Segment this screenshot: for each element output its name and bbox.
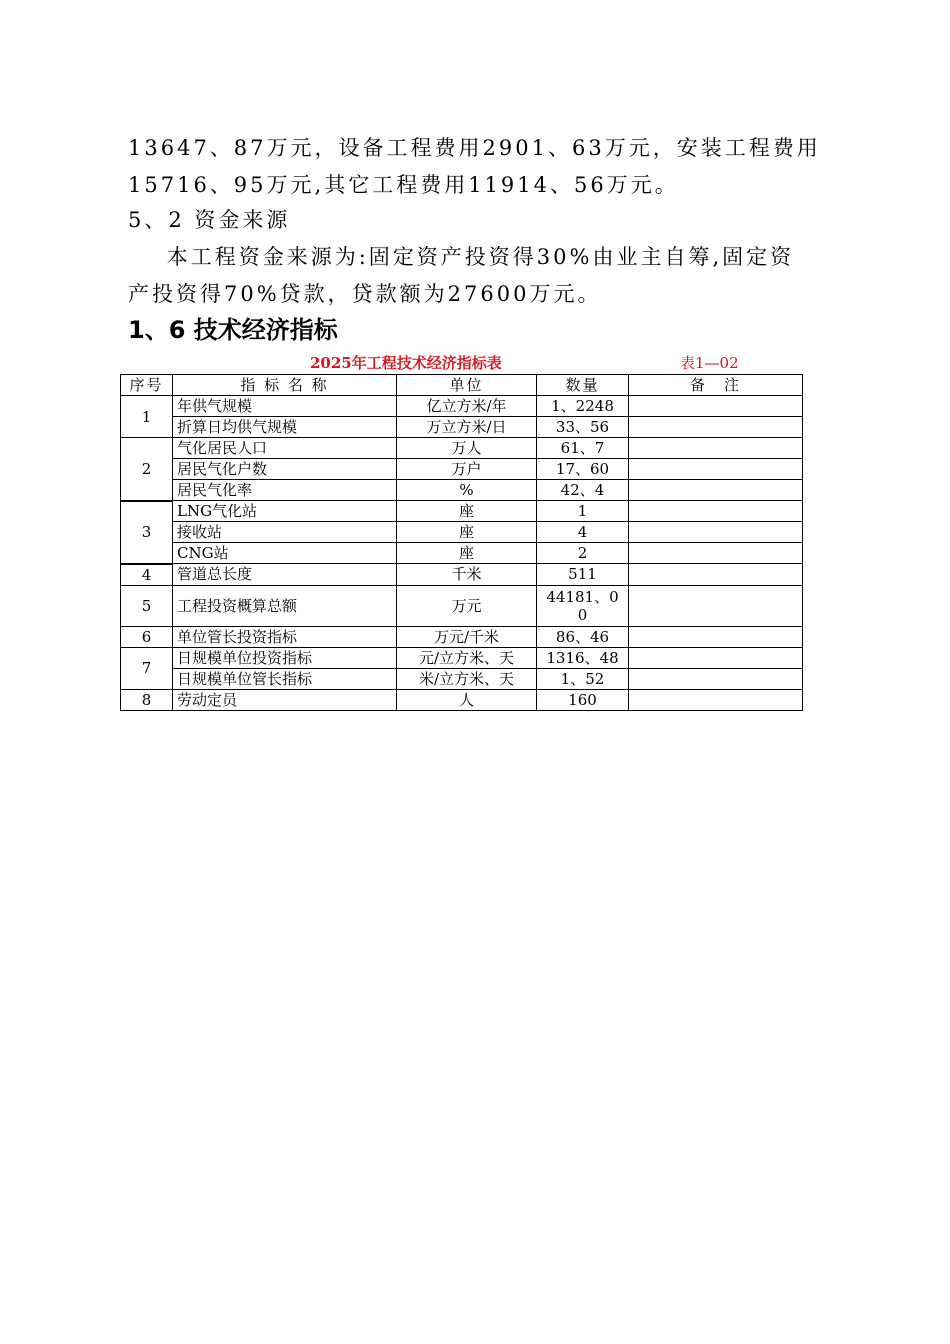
table-row: [121, 522, 803, 543]
indicator-name: 年供气规模: [173, 396, 397, 417]
row-number: 5: [121, 585, 173, 626]
table-row: [121, 668, 803, 689]
indicator-name: LNG气化站: [173, 501, 397, 522]
indicator-name: 工程投资概算总额: [173, 585, 397, 626]
unit-cell: 亿立方米/年: [397, 396, 537, 417]
unit-cell: 座: [397, 522, 537, 543]
unit-cell: 座: [397, 543, 537, 564]
quantity-cell: [537, 585, 629, 626]
unit-cell: 万户: [397, 459, 537, 480]
table-row: [121, 564, 803, 586]
quantity-cell: 1、2248: [537, 396, 629, 417]
note-cell: [629, 480, 803, 501]
table-row: [121, 585, 803, 626]
table-row: [121, 689, 803, 710]
header-cell: 序号: [121, 375, 173, 396]
row-number: 1: [121, 396, 173, 438]
quantity-cell: 1、52: [537, 668, 629, 689]
header-cell: 单位: [397, 375, 537, 396]
unit-cell: 万立方米/日: [397, 417, 537, 438]
note-cell: [629, 564, 803, 586]
row-number: 3: [121, 501, 173, 564]
quantity-cell: 1316、48: [537, 647, 629, 668]
table-row: [121, 396, 803, 417]
table-row: [121, 501, 803, 522]
indicator-name: 居民气化户数: [173, 459, 397, 480]
indicator-name: CNG站: [173, 543, 397, 564]
table-title: 2025年工程技术经济指标表: [310, 354, 502, 372]
quantity-cell: 4: [537, 522, 629, 543]
quantity-cell: 86、46: [537, 626, 629, 647]
section-subheading: 5、2 资金来源: [128, 208, 291, 232]
unit-cell: 千米: [397, 564, 537, 586]
note-cell: [629, 459, 803, 480]
unit-cell: 元/立方米、天: [397, 647, 537, 668]
quantity-line: 0: [577, 605, 588, 624]
unit-cell: %: [397, 480, 537, 501]
indicator-name: 接收站: [173, 522, 397, 543]
quantity-cell: 42、4: [537, 480, 629, 501]
quantity-cell: 2: [537, 543, 629, 564]
indicator-name: 劳动定员: [173, 689, 397, 710]
header-cell: 指 标 名 称: [173, 375, 397, 396]
indicator-name: 居民气化率: [173, 480, 397, 501]
quantity-cell: 1: [537, 501, 629, 522]
paragraph-line: 15716、95万元,其它工程费用11914、56万元。: [128, 173, 679, 197]
indicator-table: [120, 374, 803, 711]
note-cell: [629, 501, 803, 522]
row-number: 7: [121, 647, 173, 689]
quantity-cell: 33、56: [537, 417, 629, 438]
row-number: 8: [121, 689, 173, 710]
note-cell: [629, 417, 803, 438]
header-cell: 数量: [537, 375, 629, 396]
indicator-name: 日规模单位管长指标: [173, 668, 397, 689]
quantity-cell: 511: [537, 564, 629, 586]
note-cell: [629, 689, 803, 710]
table-row: [121, 438, 803, 459]
indicator-name: 管道总长度: [173, 564, 397, 586]
unit-cell: 万人: [397, 438, 537, 459]
quantity-line: 44181、0: [546, 587, 619, 606]
note-cell: [629, 396, 803, 417]
paragraph-line: 本工程资金来源为:固定资产投资得30%由业主自筹,固定资: [128, 245, 795, 269]
unit-cell: 米/立方米、天: [397, 668, 537, 689]
indicator-name: 气化居民人口: [173, 438, 397, 459]
table-row: [121, 417, 803, 438]
unit-cell: 万元: [397, 585, 537, 626]
note-cell: [629, 647, 803, 668]
note-cell: [629, 585, 803, 626]
table-row: [121, 480, 803, 501]
note-cell: [629, 438, 803, 459]
paragraph-line: 13647、87万元，设备工程费用2901、63万元，安装工程费用: [128, 136, 821, 160]
section-heading: 1、6 技术经济指标: [128, 316, 338, 344]
row-number: 2: [121, 438, 173, 501]
indicator-name: 折算日均供气规模: [173, 417, 397, 438]
header-cell: 备 注: [629, 375, 803, 396]
indicator-name: 日规模单位投资指标: [173, 647, 397, 668]
table-code: 表1—02: [680, 354, 739, 372]
table-row: [121, 459, 803, 480]
unit-cell: 万元/千米: [397, 626, 537, 647]
note-cell: [629, 543, 803, 564]
quantity-cell: 17、60: [537, 459, 629, 480]
paragraph-line: 产投资得70%贷款，贷款额为27600万元。: [128, 282, 602, 306]
table-row: [121, 647, 803, 668]
row-number: 4: [121, 564, 173, 586]
unit-cell: 人: [397, 689, 537, 710]
quantity-cell: 61、7: [537, 438, 629, 459]
note-cell: [629, 522, 803, 543]
quantity-cell: 160: [537, 689, 629, 710]
table-row: [121, 543, 803, 564]
table-header-row: [121, 375, 803, 396]
unit-cell: 座: [397, 501, 537, 522]
note-cell: [629, 668, 803, 689]
table-row: [121, 626, 803, 647]
row-number: 6: [121, 626, 173, 647]
indicator-name: 单位管长投资指标: [173, 626, 397, 647]
note-cell: [629, 626, 803, 647]
